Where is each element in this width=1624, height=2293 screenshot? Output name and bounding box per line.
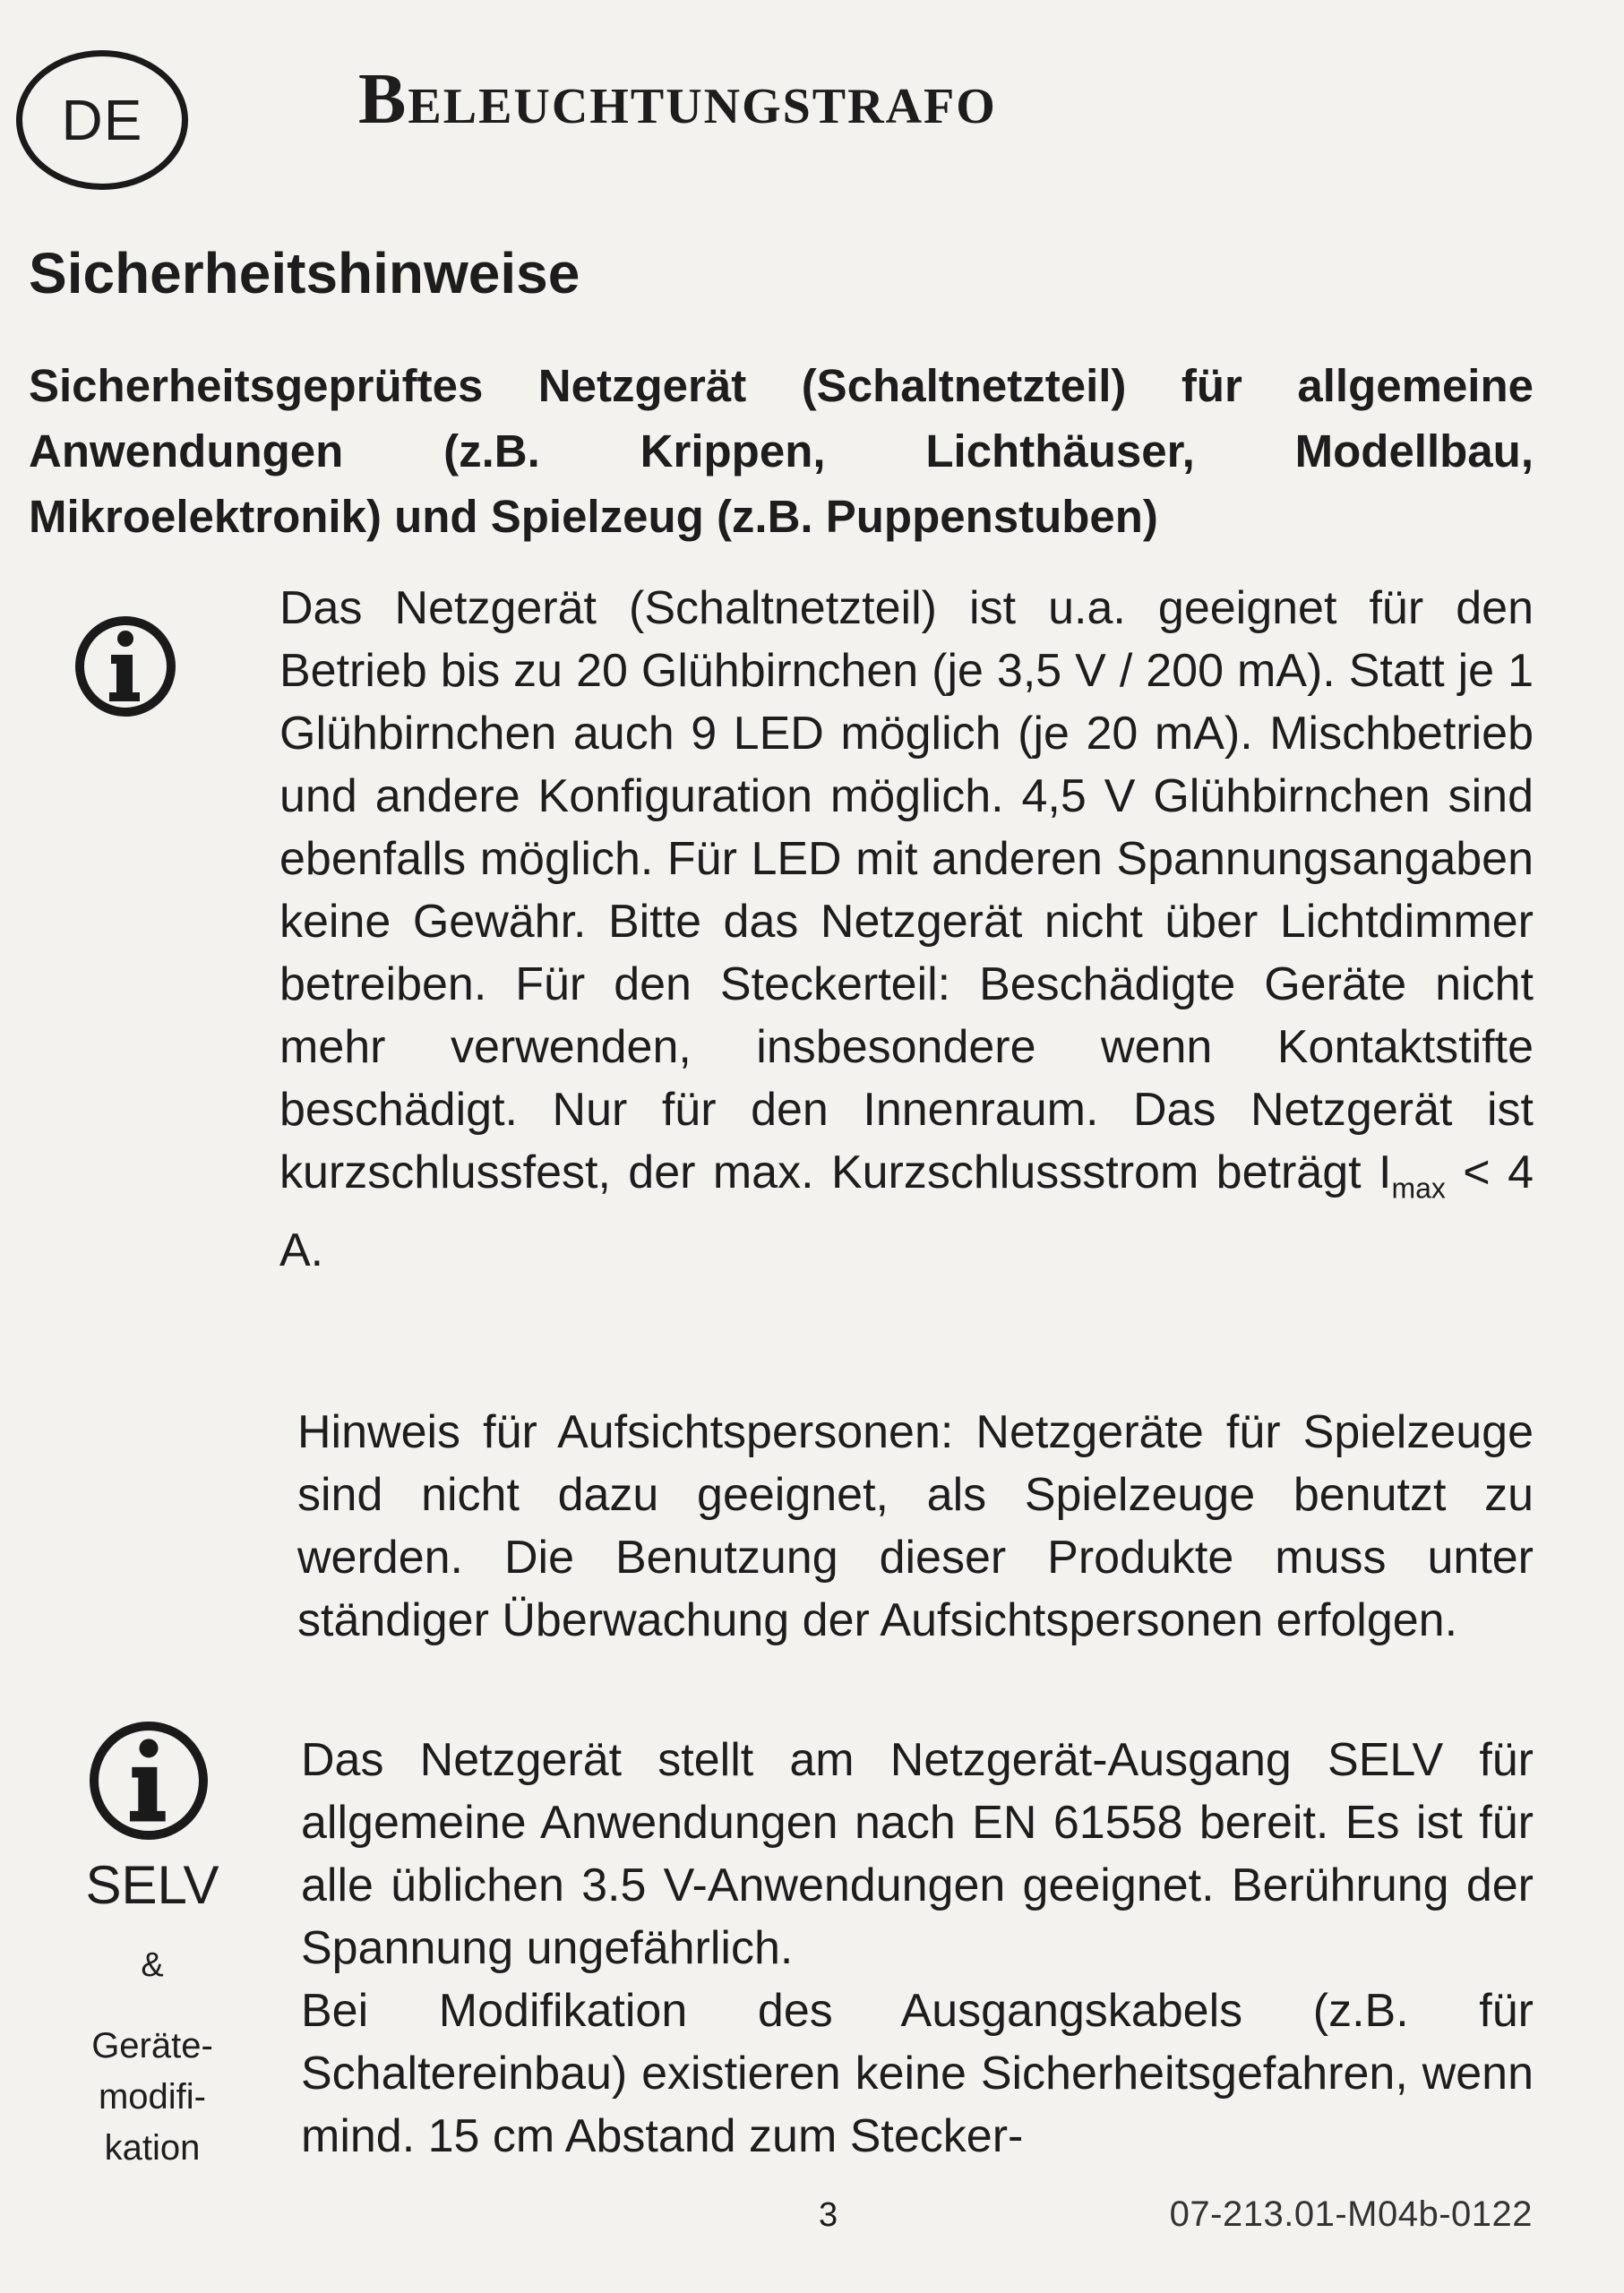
device-modification-line: modifi- xyxy=(98,2077,207,2117)
device-modification-label xyxy=(36,2021,269,2174)
modification-paragraph: Bei Modifikation des Ausgangskabels (z.B. für Schaltereinbau) existieren keine Sicherheitsgefahren, wenn mind. 15 cm Abstand zum Stecker- xyxy=(301,1985,1534,2162)
language-code: DE xyxy=(61,88,143,152)
supervisor-note-block xyxy=(297,1401,1534,1652)
ampersand-label: & xyxy=(141,1946,164,1984)
selv-info-block xyxy=(301,1729,1534,2168)
device-modification-line: kation xyxy=(104,2128,201,2168)
usage-info-text-end: < 4 A. xyxy=(279,1146,1534,1277)
selv-label: SELV xyxy=(85,1855,219,1915)
document-code: 07-213.01-M04b-0122 xyxy=(1169,2194,1533,2234)
document-title: Beleuchtungstrafo xyxy=(358,60,997,139)
page-number: 3 xyxy=(819,2196,838,2234)
usage-info-paragraph xyxy=(279,577,1534,1282)
section-heading: Sicherheitshinweise xyxy=(29,241,580,305)
device-modification-line: Geräte- xyxy=(91,2026,213,2065)
usage-info-block xyxy=(279,577,1534,1282)
language-badge xyxy=(16,50,188,190)
info-icon xyxy=(75,616,176,717)
current-subscript: max xyxy=(1391,1172,1446,1205)
supervisor-note-paragraph: Hinweis für Aufsichtspersonen: Netzgeräte für Spielzeuge sind nicht dazu geeignet, als Spielzeuge benutzt zu werden. Die Benutzung dieser Produkte muss unter ständiger Überwachung der Aufsichtspersonen erfolgen. xyxy=(297,1406,1534,1646)
usage-info-text: Das Netzgerät (Schaltnetzteil) ist u.a. geeignet für den Betrieb bis zu 20 Glühbirnchen (je 3,5 V / 200 mA). Statt je 1 Glühbirnchen auch 9 LED möglich (je 20 mA). Mischbetrieb und andere Konfiguration möglich. 4,5 V Glühbirnchen sind ebenfalls möglich. Für LED mit anderen Spannungsangaben keine Gewähr. Bitte das Netzgerät nicht über Lichtdimmer betreiben. Für den Steckerteil: Beschädigte Geräte nicht mehr verwenden, insbesondere wenn Kontaktstifte beschädigt. Nur für den Innenraum. Das Netzgerät ist kurzschlussfest, der max. Kurzschlussstrom beträgt I xyxy=(279,582,1534,1198)
selv-paragraph: Das Netzgerät stellt am Netzgerät-Ausgang SELV für allgemeine Anwendungen nach EN 61558 bereit. Es ist für alle üblichen 3.5 V-Anwendungen geeignet. Berührung der Spannung ungefährlich. xyxy=(301,1734,1534,1974)
side-labels xyxy=(36,1854,269,2174)
lead-paragraph: Sicherheitsgeprüftes Netzgerät (Schaltnetzteil) für allgemeine Anwendungen (z.B. Krippen, Lichthäuser, Modellbau, Mikroelektronik) und Spielzeug (z.B. Puppenstuben) xyxy=(29,360,1534,542)
info-icon xyxy=(90,1722,208,1840)
